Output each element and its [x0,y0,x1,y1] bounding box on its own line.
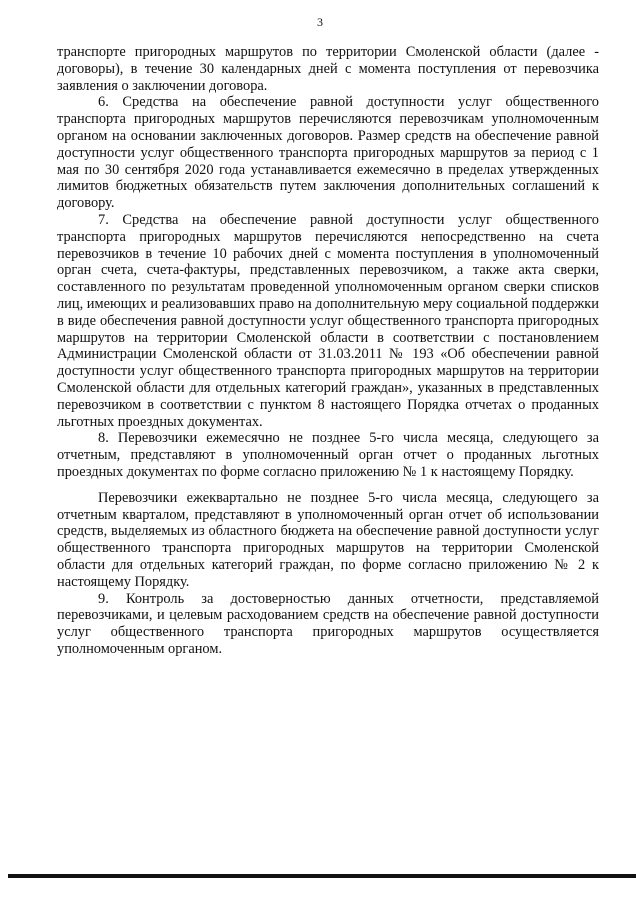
bottom-rule [8,874,636,878]
paragraph-continuation: транспорте пригородных маршрутов по территории Смоленской области (далее - договоры), в течение 30 календарных дней с момента поступления от перевозчика заявления о заключении договора. [57,44,599,94]
paragraph-item-9: 9. Контроль за достоверностью данных отчетности, представляемой перевозчиками, и целевым расходованием средств на обеспечение равной доступности услуг общественного транспорта пригородных маршрутов осуществляется уполномоченным органом. [57,590,599,657]
paragraph-item-6: 6. Средства на обеспечение равной доступности услуг общественного транспорта пригородных маршрутов перечисляются перевозчикам уполномоченным органом на основании заключенных договоров. Размер средств на обеспечение равной доступности услуг общественного транспорта пригородных маршрутов за период с 1 мая по 30 сентября 2020 года устанавливается ежемесячно в пределах утвержденных лимитов бюджетных обязательств путем заключения дополнительных соглашений к договору. [57,94,599,212]
paragraph-quarterly-report: Перевозчики ежеквартально не позднее 5-го числа месяца, следующего за отчетным кварталом, представляют в уполномоченный орган отчет об использовании средств, выделяемых из областного бюджета на обеспечение равной доступности услуг общественного транспорта пригородных маршрутов на территории Смоленской области для отдельных категорий граждан, по форме согласно приложению № 2 к настоящему Порядку. [57,489,599,590]
paragraph-item-8: 8. Перевозчики ежемесячно не позднее 5-го числа месяца, следующего за отчетным, представляют в уполномоченный орган отчет о проданных льготных проездных документах по форме согласно приложению № 1 к настоящему Порядку. [57,430,599,480]
document-body [57,44,599,658]
page-number: 3 [317,15,323,29]
paragraph-item-7: 7. Средства на обеспечение равной доступности услуг общественного транспорта пригородных маршрутов перечисляются непосредственно на счета перевозчиков в течение 10 рабочих дней с момента поступления в уполномоченный орган счета, счета-фактуры, представленных перевозчиком, а также акта сверки, составленного по результатам проведенной уполномоченным органом сверки списков лиц, имеющих и реализовавших право на дополнительную меру социальной поддержки в виде обеспечения равной доступности услуг общественного транспорта пригородных маршрутов на территории Смоленской области в соответствии с постановлением Администрации Смоленской области от 31.03.2011 № 193 «Об обеспечении равной доступности услуг общественного транспорта пригородных маршрутов на территории Смоленской области для отдельных категорий граждан», указанных в представленных перевозчиком в соответствии с пунктом 8 настоящего Порядка отчетах о проданных льготных проездных документах. [57,211,599,430]
